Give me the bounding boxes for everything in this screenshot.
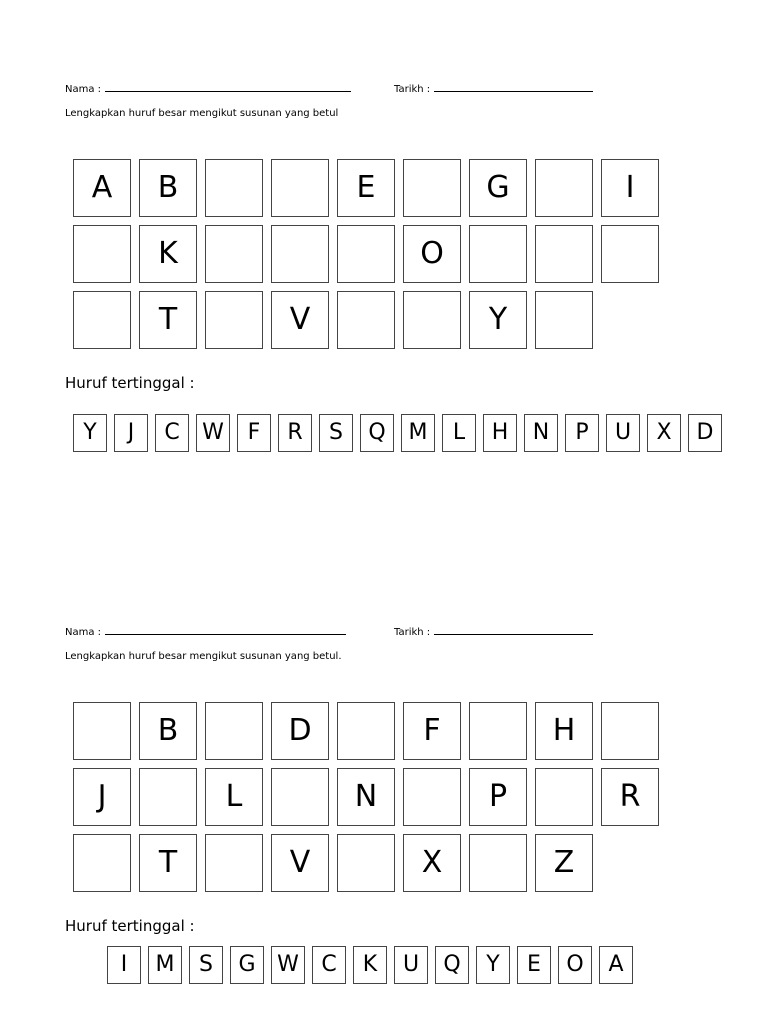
letter-box[interactable] [337, 702, 395, 760]
letter-box[interactable]: B [139, 159, 197, 217]
letter-box[interactable] [403, 768, 461, 826]
date-line[interactable] [434, 82, 593, 92]
letter-chip[interactable]: C [312, 946, 346, 984]
letter-box[interactable]: E [337, 159, 395, 217]
name-field[interactable] [65, 82, 351, 95]
letter-box[interactable] [403, 159, 461, 217]
letter-box[interactable] [73, 225, 131, 283]
letter-box[interactable] [271, 159, 329, 217]
letter-box[interactable] [403, 291, 461, 349]
letter-chip[interactable]: S [319, 414, 353, 452]
date-line[interactable] [434, 625, 593, 635]
instruction: Lengkapkan huruf besar mengikut susunan yang betul. [65, 651, 342, 662]
letter-box[interactable]: Y [469, 291, 527, 349]
letter-box[interactable] [205, 291, 263, 349]
letter-box[interactable]: P [469, 768, 527, 826]
letter-box[interactable]: T [139, 834, 197, 892]
letter-box[interactable] [469, 225, 527, 283]
name-line[interactable] [105, 82, 351, 92]
letter-box[interactable]: N [337, 768, 395, 826]
letter-chip[interactable]: C [155, 414, 189, 452]
remaining-letters-label: Huruf tertinggal : [65, 374, 195, 392]
letter-box[interactable] [271, 768, 329, 826]
letter-box[interactable]: J [73, 768, 131, 826]
letter-chip[interactable]: W [271, 946, 305, 984]
letter-box[interactable]: V [271, 291, 329, 349]
letter-chip[interactable]: D [688, 414, 722, 452]
letter-chip[interactable]: L [442, 414, 476, 452]
letter-chip[interactable]: W [196, 414, 230, 452]
letter-chip[interactable]: S [189, 946, 223, 984]
letter-box[interactable]: F [403, 702, 461, 760]
letter-box[interactable]: B [139, 702, 197, 760]
letter-box[interactable] [469, 834, 527, 892]
letter-box[interactable]: I [601, 159, 659, 217]
letter-chip[interactable]: Y [73, 414, 107, 452]
letter-box[interactable]: K [139, 225, 197, 283]
letter-box[interactable] [535, 768, 593, 826]
letter-chip[interactable]: E [517, 946, 551, 984]
letter-box[interactable] [205, 159, 263, 217]
letter-chip[interactable]: P [565, 414, 599, 452]
letter-box[interactable] [601, 225, 659, 283]
letter-chip[interactable]: M [148, 946, 182, 984]
letter-box[interactable]: H [535, 702, 593, 760]
letter-box[interactable] [73, 291, 131, 349]
letter-chip[interactable]: M [401, 414, 435, 452]
date-label: Tarikh : [394, 84, 431, 95]
letter-box[interactable] [73, 702, 131, 760]
letter-box[interactable] [535, 159, 593, 217]
letter-box[interactable] [205, 702, 263, 760]
letter-chip[interactable]: Y [476, 946, 510, 984]
letter-box[interactable]: O [403, 225, 461, 283]
letter-chip[interactable]: I [107, 946, 141, 984]
letter-box[interactable] [337, 291, 395, 349]
letter-chip[interactable]: F [237, 414, 271, 452]
letter-box[interactable]: T [139, 291, 197, 349]
letter-box[interactable] [205, 834, 263, 892]
name-label: Nama : [65, 627, 102, 638]
name-label: Nama : [65, 84, 102, 95]
date-field[interactable] [394, 625, 593, 638]
letter-box[interactable]: X [403, 834, 461, 892]
letter-box[interactable]: V [271, 834, 329, 892]
letter-chip[interactable]: K [353, 946, 387, 984]
letter-box[interactable] [469, 702, 527, 760]
letter-chip[interactable]: G [230, 946, 264, 984]
letter-box[interactable] [535, 291, 593, 349]
letter-box[interactable]: G [469, 159, 527, 217]
letter-box[interactable]: A [73, 159, 131, 217]
name-line[interactable] [105, 625, 346, 635]
letter-chip[interactable]: U [394, 946, 428, 984]
letter-box[interactable]: R [601, 768, 659, 826]
letter-chip[interactable]: H [483, 414, 517, 452]
letter-chip[interactable]: N [524, 414, 558, 452]
letter-box[interactable] [73, 834, 131, 892]
letter-chip[interactable]: A [599, 946, 633, 984]
letter-box[interactable] [337, 834, 395, 892]
letter-box[interactable]: D [271, 702, 329, 760]
letter-chip[interactable]: J [114, 414, 148, 452]
date-label: Tarikh : [394, 627, 431, 638]
letter-box[interactable] [205, 225, 263, 283]
instruction: Lengkapkan huruf besar mengikut susunan yang betul [65, 108, 339, 119]
letter-chip[interactable]: Q [360, 414, 394, 452]
letter-box[interactable] [601, 702, 659, 760]
letter-box[interactable] [271, 225, 329, 283]
letter-chip[interactable]: Q [435, 946, 469, 984]
letter-box[interactable] [535, 225, 593, 283]
letter-box[interactable] [337, 225, 395, 283]
letter-chip[interactable]: R [278, 414, 312, 452]
letter-box[interactable]: L [205, 768, 263, 826]
letter-chip[interactable]: X [647, 414, 681, 452]
letter-chip[interactable]: O [558, 946, 592, 984]
name-field[interactable] [65, 625, 346, 638]
letter-box[interactable]: Z [535, 834, 593, 892]
date-field[interactable] [394, 82, 593, 95]
letter-box[interactable] [139, 768, 197, 826]
letter-chip[interactable]: U [606, 414, 640, 452]
remaining-letters-label: Huruf tertinggal : [65, 917, 195, 935]
